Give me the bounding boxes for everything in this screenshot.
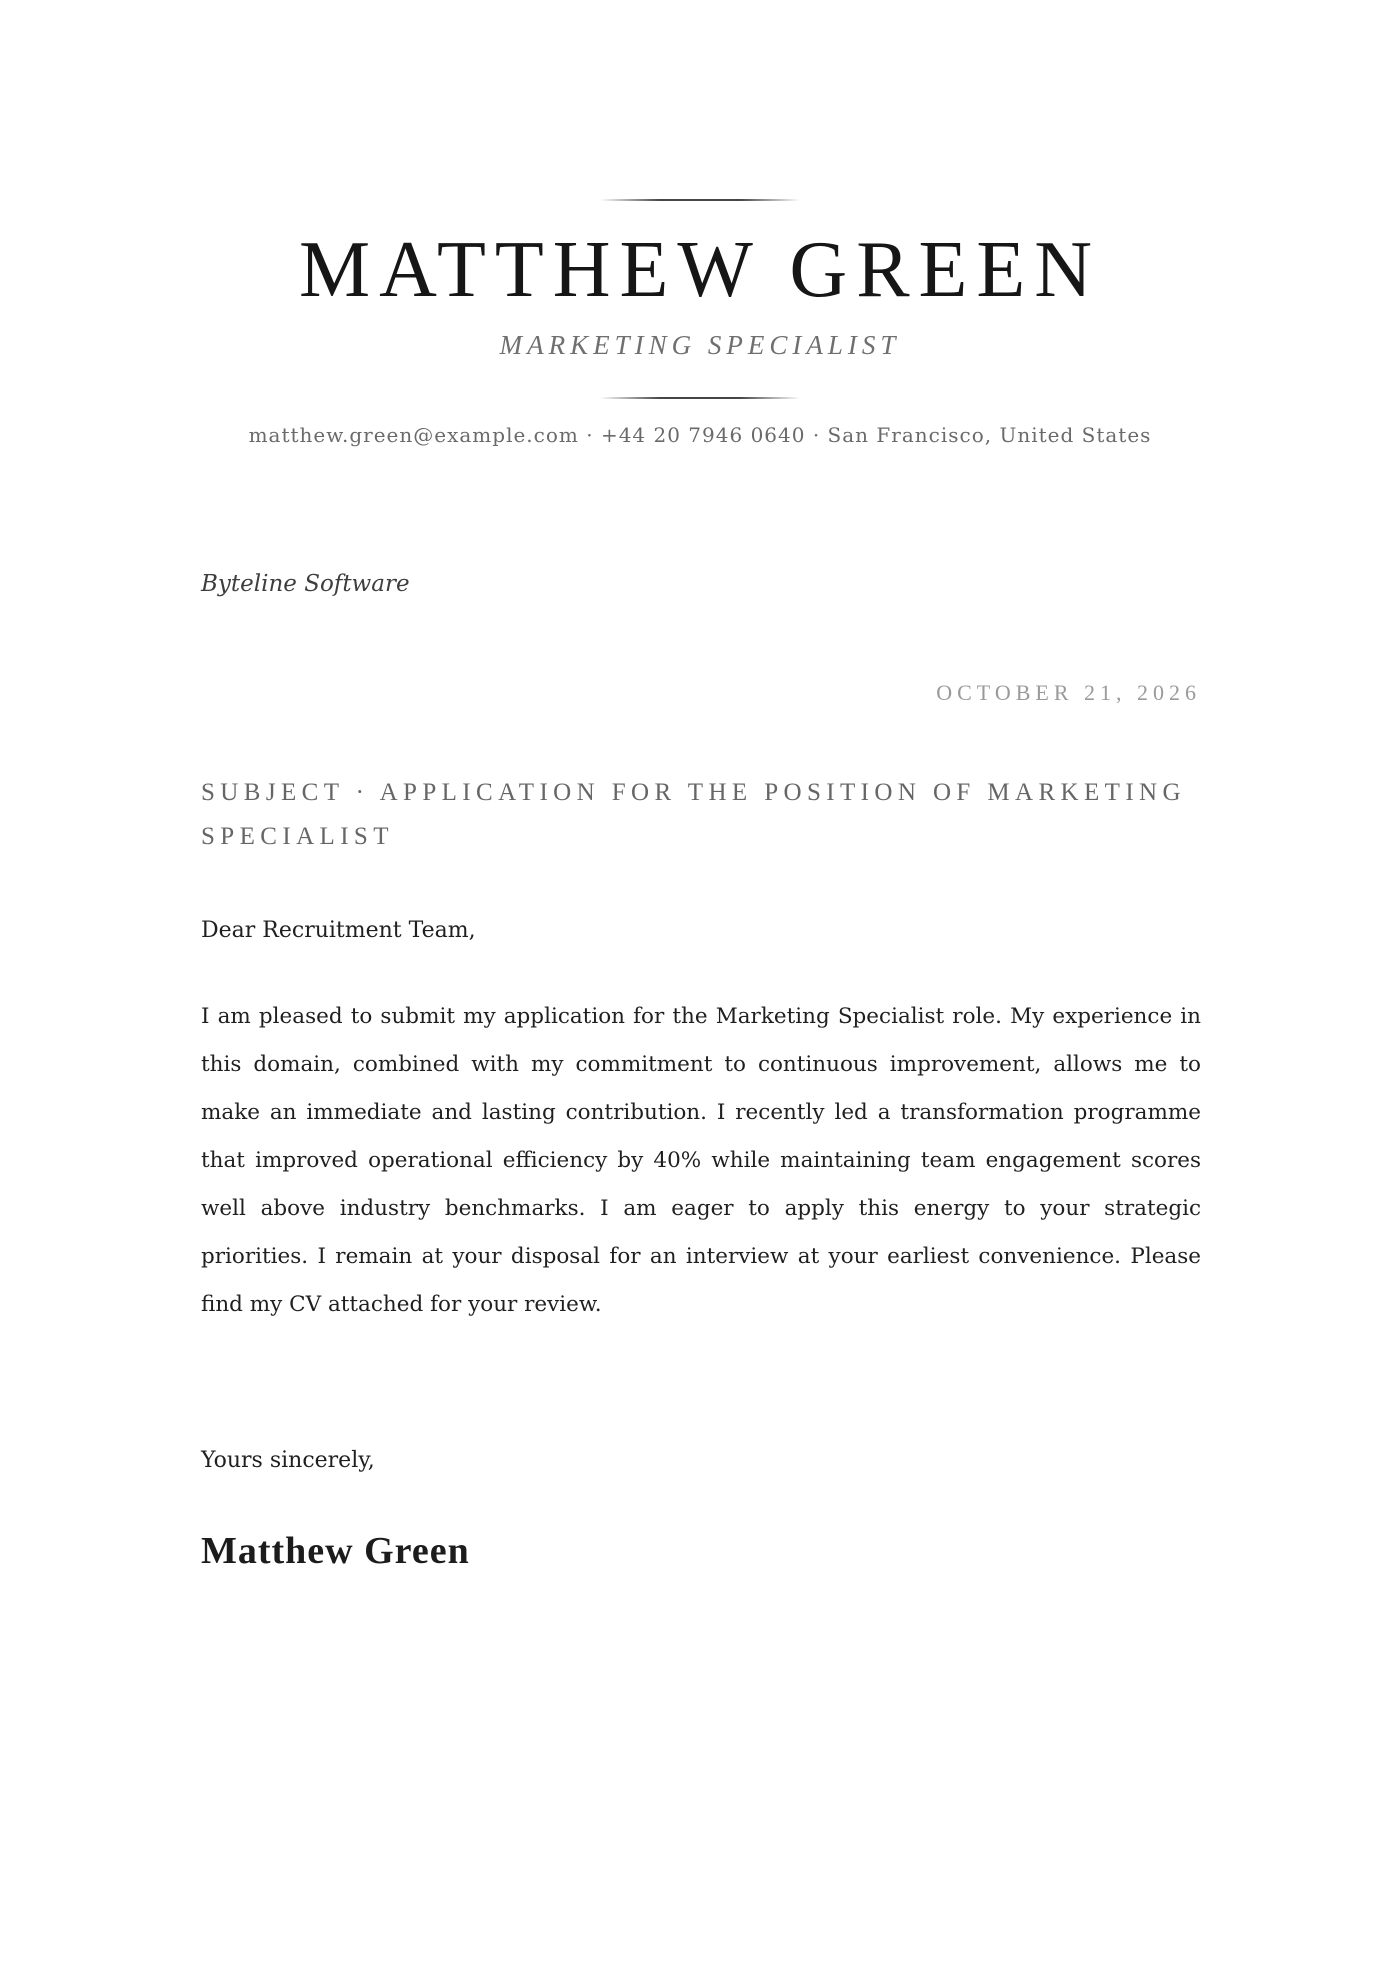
header-top-divider: [600, 199, 800, 201]
header-bottom-divider: [600, 397, 800, 399]
contact-line: matthew.green@example.com · +44 20 7946 0640 · San Francisco, United States: [248, 423, 1152, 447]
closing: Yours sincerely,: [201, 1448, 375, 1473]
recipient-company: Byteline Software: [201, 571, 410, 597]
signature-name: Matthew Green: [201, 1530, 470, 1572]
letter-body: I am pleased to submit my application for the Marketing Specialist role. My experience in this domain, combined with my commitment to continuous improvement, allows me to make an immediate and lasting contribution. I recently led a transformation programme that improved operational efficiency by 40% while maintaining team engagement scores well above industry benchmarks. I am eager to apply this energy to your strategic priorities. I remain at your disposal for an interview at your earliest convenience. Please find my CV attached for your review.: [201, 1004, 1201, 1317]
applicant-name: MATTHEW GREEN: [298, 226, 1102, 314]
salutation: Dear Recruitment Team,: [201, 918, 476, 943]
letter-date: OCTOBER 21, 2026: [936, 680, 1201, 705]
letter-subject: SUBJECT · APPLICATION FOR THE POSITION OF MARKETING SPECIALIST: [201, 779, 1186, 850]
applicant-title: MARKETING SPECIALIST: [499, 330, 901, 360]
